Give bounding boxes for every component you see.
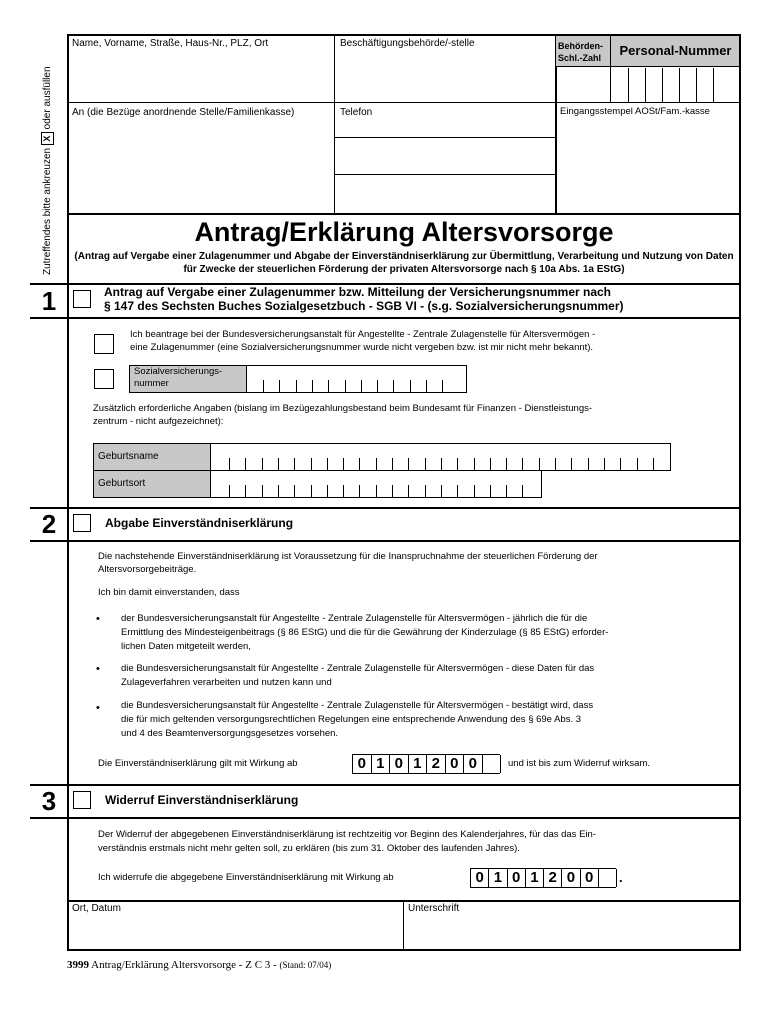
section-2-number: 2 — [41, 509, 57, 539]
birth-place-char-tick — [441, 485, 442, 497]
ssn-digit-tick — [263, 380, 264, 392]
revoke-date-input[interactable] — [470, 868, 616, 888]
place-date-label: Ort, Datum — [72, 903, 121, 914]
signature-label: Unterschrift — [408, 903, 460, 914]
birth-name-char-tick — [327, 458, 328, 470]
page-subtitle: (Antrag auf Vergabe einer Zulagenummer und Abgabe der Einverständniserklärung zur Übermittlung, Verarbeitung und Nutzung von Daten für Zwecke der steuerlichen Förderung der privaten Altersvorsorge nach § 10a Abs. 1a EStG) — [74, 251, 734, 275]
consent-item-1-line3: lichen Daten mitgeteilt werden, — [121, 641, 251, 652]
apply-zulagenummer-checkbox[interactable] — [94, 334, 114, 354]
additional-info-line2: zentrum - nicht aufgezeichnet): — [93, 416, 224, 427]
section-2-intro-line1: Die nachstehende Einverständniserklärung ist Voraussetzung für die Inanspruchnahme der steuerlichen Förderung der — [98, 551, 598, 562]
phone-label: Telefon — [340, 107, 373, 118]
birth-place-char-tick — [311, 485, 312, 497]
example-cross-box: X — [41, 132, 54, 145]
effective-date-digit: 0 — [390, 755, 409, 773]
birth-place-char-tick — [506, 485, 507, 497]
consent-item-2-line2: Zulageverfahren verarbeiten und nutzen kann und — [121, 677, 332, 688]
side-instruction-text1: Zutreffendes bitte ankreuzen — [42, 147, 53, 275]
employer-field[interactable] — [336, 52, 552, 100]
effective-date-digit — [483, 755, 502, 773]
form-identifier: Antrag/Erklärung Altersvorsorge - Z C 3 - — [91, 959, 277, 971]
birth-place-char-tick — [245, 485, 246, 497]
form-number: 3999 — [67, 959, 89, 971]
ssn-label-line1: Sozialversicherungs- — [134, 366, 223, 377]
birth-place-char-tick — [262, 485, 263, 497]
birth-name-char-tick — [506, 458, 507, 470]
birth-place-char-tick — [343, 485, 344, 497]
authority-number-field[interactable] — [557, 68, 609, 101]
revoke-date-digit: 0 — [508, 869, 526, 887]
personal-number-divider — [645, 68, 646, 102]
ssn-digit-tick — [442, 380, 443, 392]
bullet-3: • — [96, 702, 100, 714]
personal-number-label: Personal-Nummer — [619, 43, 732, 58]
intake-stamp-area — [557, 120, 739, 212]
effective-date-digit: 0 — [353, 755, 372, 773]
section-1-checkbox[interactable] — [73, 290, 91, 308]
revoke-date-digit: 0 — [562, 869, 580, 887]
birth-name-char-tick — [408, 458, 409, 470]
additional-info-line1: Zusätzlich erforderliche Angaben (bislang im Bezügezahlungsbestand beim Bundesamt für Finanzen - Dienstleistungs- — [93, 403, 593, 414]
consent-item-2-line1: die Bundesversicherungsanstalt für Angestellte - Zentrale Zulagenstelle für Altersvermögen - diese Daten für das — [121, 663, 595, 674]
section-2-intro-line2: Altersvorsorgebeiträge. — [98, 564, 197, 575]
ssn-digit-tick — [279, 380, 280, 392]
consent-item-3-line2: die für mich geltenden versorgungsrechtlichen Regelungen eine entsprechende Anwendung des § 69e Abs. 3 — [121, 714, 582, 725]
ssn-digit-tick — [328, 380, 329, 392]
birth-place-char-tick — [490, 485, 491, 497]
payer-label: An (die Bezüge anordnende Stelle/Familienkasse) — [72, 107, 295, 118]
birth-name-char-tick — [620, 458, 621, 470]
effective-date-digit: 2 — [427, 755, 446, 773]
consent-item-3-line1: die Bundesversicherungsanstalt für Angestellte - Zentrale Zulagenstelle für Altersvermögen - bestätigt wird, dass — [121, 700, 594, 711]
effective-date-suffix: und ist bis zum Widerruf wirksam. — [508, 758, 651, 769]
section-3-heading: Widerruf Einverständniserklärung — [105, 793, 299, 807]
birth-name-char-tick — [539, 458, 540, 470]
birth-place-char-tick — [229, 485, 230, 497]
name-address-field[interactable] — [69, 52, 331, 100]
side-instruction-text2: oder ausfüllen — [42, 66, 53, 130]
signature-field[interactable] — [405, 916, 737, 948]
birth-place-label: Geburtsort — [98, 478, 146, 489]
section-3-number: 3 — [41, 786, 57, 816]
consent-item-1-line1: der Bundesversicherungsanstalt für Angestellte - Zentrale Zulagenstelle für Altersvermögen - jährlich die für die — [121, 613, 588, 624]
side-instruction — [40, 45, 56, 275]
birth-name-char-tick — [588, 458, 589, 470]
name-address-label: Name, Vorname, Straße, Haus-Nr., PLZ, Ort — [72, 38, 269, 49]
section-1-number: 1 — [41, 286, 57, 316]
authority-number-label: Behörden-Schl.-Zahl — [558, 41, 603, 63]
birth-name-char-tick — [522, 458, 523, 470]
form-footer — [67, 959, 331, 971]
apply-zulagenummer-text-line1: Ich beantrage bei der Bundesversicherungsanstalt für Angestellte - Zentrale Zulagenstelle für Altersvermögen - — [130, 329, 596, 340]
birth-name-char-tick — [637, 458, 638, 470]
bullet-2: • — [96, 663, 100, 675]
personal-number-divider — [679, 68, 680, 102]
section-1-heading-line1: Antrag auf Vergabe einer Zulagenummer bzw. Mitteilung der Versicherungsnummer nach — [104, 285, 611, 299]
personal-number-divider — [628, 68, 629, 102]
birth-place-char-tick — [278, 485, 279, 497]
revoke-date-digit: 0 — [471, 869, 489, 887]
birth-place-char-tick — [522, 485, 523, 497]
ssn-digit-tick — [312, 380, 313, 392]
birth-place-char-tick — [359, 485, 360, 497]
section-3-checkbox[interactable] — [73, 791, 91, 809]
revoke-date-suffix: . — [619, 870, 623, 885]
revoke-date-digit: 2 — [544, 869, 562, 887]
birth-name-char-tick — [555, 458, 556, 470]
birth-name-char-tick — [359, 458, 360, 470]
birth-name-char-tick — [653, 458, 654, 470]
form-version: (Stand: 07/04) — [279, 960, 332, 970]
birth-name-char-tick — [311, 458, 312, 470]
effective-date-input[interactable] — [352, 754, 500, 774]
birth-name-char-tick — [571, 458, 572, 470]
birth-place-char-tick — [376, 485, 377, 497]
birth-name-char-tick — [294, 458, 295, 470]
birth-place-char-tick — [474, 485, 475, 497]
form-right-border — [739, 34, 741, 950]
birth-name-char-tick — [376, 458, 377, 470]
revoke-date-digit — [599, 869, 617, 887]
effective-date-label: Die Einverständniserklärung gilt mit Wirkung ab — [98, 758, 298, 769]
birth-place-char-tick — [392, 485, 393, 497]
birth-name-char-tick — [474, 458, 475, 470]
revoke-date-digit: 0 — [581, 869, 599, 887]
page-title: Antrag/Erklärung Altersvorsorge — [194, 217, 614, 247]
birth-name-char-tick — [245, 458, 246, 470]
phone-field[interactable] — [336, 120, 552, 136]
apply-zulagenummer-text-line2: eine Zulagenummer (eine Sozialversicherungsnummer wurde nicht vergeben bzw. ist mir nicht mehr bekannt). — [130, 342, 594, 353]
ssn-digit-tick — [296, 380, 297, 392]
payer-field[interactable] — [69, 122, 331, 210]
intake-stamp-label: Eingangsstempel AOSt/Fam.-kasse — [560, 106, 710, 117]
birth-name-char-tick — [425, 458, 426, 470]
birth-name-char-tick — [229, 458, 230, 470]
personal-number-divider — [696, 68, 697, 102]
birth-name-char-tick — [457, 458, 458, 470]
section-2-heading: Abgabe Einverständniserklärung — [105, 516, 294, 530]
ssn-checkbox[interactable] — [94, 369, 114, 389]
effective-date-digit: 1 — [372, 755, 391, 773]
effective-date-digit: 0 — [464, 755, 483, 773]
ssn-digit-tick — [361, 380, 362, 392]
birth-name-char-tick — [262, 458, 263, 470]
birth-place-char-tick — [457, 485, 458, 497]
personal-number-field[interactable] — [611, 68, 739, 101]
employer-label: Beschäftigungsbehörde/-stelle — [340, 38, 475, 49]
consent-item-1-line2: Ermittlung des Mindesteigenbeitrags (§ 86 EStG) und die für die Gewährung der Kinderzulage (§ 85 EStG) erforder- — [121, 627, 609, 638]
birth-name-char-tick — [343, 458, 344, 470]
birth-name-char-tick — [278, 458, 279, 470]
revocation-text-line1: Der Widerruf der abgegebenen Einverständniserklärung ist rechtzeitig vor Beginn des Kalenderjahres, für das das Ein- — [98, 829, 596, 840]
ssn-digit-tick — [345, 380, 346, 392]
effective-date-digit: 1 — [409, 755, 428, 773]
effective-date-digit: 0 — [446, 755, 465, 773]
birth-name-char-tick — [441, 458, 442, 470]
section-2-agree: Ich bin damit einverstanden, dass — [98, 587, 240, 598]
birth-place-char-tick — [425, 485, 426, 497]
birth-name-char-tick — [490, 458, 491, 470]
personal-number-divider — [713, 68, 714, 102]
ssn-digit-tick — [426, 380, 427, 392]
section-2-checkbox[interactable] — [73, 514, 91, 532]
revocation-text-line2: verständnis erstmals nicht mehr gelten soll, zu erklären (bis zum 31. Oktober des laufenden Jahres). — [98, 843, 520, 854]
place-date-field[interactable] — [69, 916, 401, 948]
revoke-date-digit: 1 — [526, 869, 544, 887]
personal-number-divider — [662, 68, 663, 102]
revoke-date-label: Ich widerrufe die abgegebene Einverständniserklärung mit Wirkung ab — [98, 872, 394, 883]
ssn-digit-tick — [393, 380, 394, 392]
revoke-date-digit: 1 — [489, 869, 507, 887]
section-1-heading-line2: § 147 des Sechsten Buches Sozialgesetzbuch - SGB VI - (s.g. Sozialversicherungsnummer) — [104, 299, 624, 313]
bullet-1: • — [96, 613, 100, 625]
ssn-digit-tick — [410, 380, 411, 392]
ssn-label-line2: nummer — [134, 378, 169, 389]
ssn-digit-tick — [377, 380, 378, 392]
birth-name-char-tick — [392, 458, 393, 470]
birth-place-char-tick — [327, 485, 328, 497]
birth-place-char-tick — [408, 485, 409, 497]
consent-item-3-line3: und 4 des Beamtenversorgungsgesetzes vorsehen. — [121, 728, 339, 739]
birth-name-char-tick — [604, 458, 605, 470]
birth-place-char-tick — [294, 485, 295, 497]
birth-name-label: Geburtsname — [98, 451, 159, 462]
